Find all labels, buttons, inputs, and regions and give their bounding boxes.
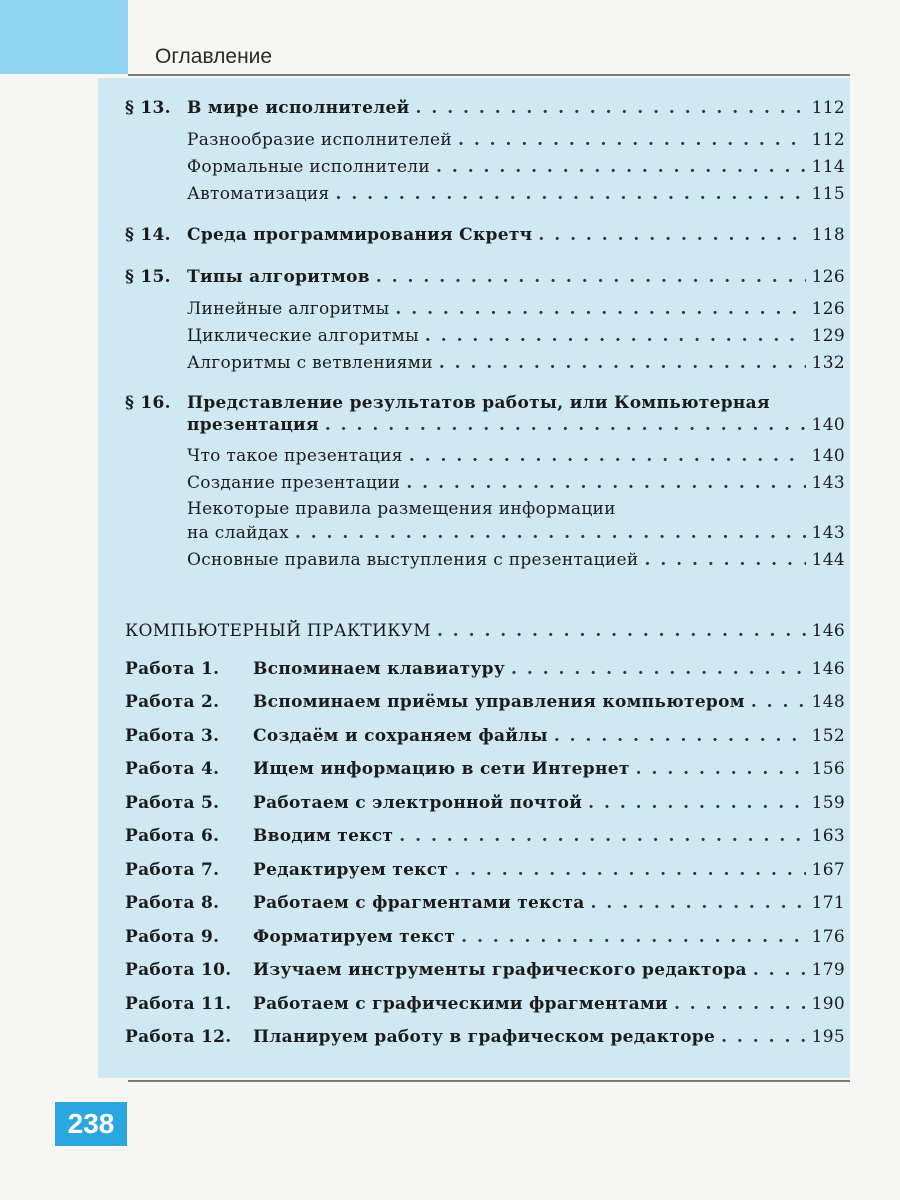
page-number-badge: 238	[55, 1102, 127, 1146]
page-ref: 146	[811, 659, 845, 679]
page-ref: 163	[811, 826, 845, 846]
subsection-title: Алгоритмы с ветвлениями	[187, 353, 433, 373]
leader-dots	[295, 523, 806, 543]
leader-dots	[436, 157, 806, 177]
subsection-title: Формальные исполнители	[187, 157, 431, 177]
page-ref: 129	[811, 326, 845, 346]
section-number: § 14.	[125, 225, 171, 245]
subsection-title: Что такое презентация	[187, 446, 403, 466]
leader-dots	[753, 960, 806, 980]
work-title: Редактируем текст	[253, 860, 449, 880]
toc-work[interactable]	[125, 960, 845, 980]
subsection-title: Циклические алгоритмы	[187, 326, 419, 346]
section-number: § 13.	[125, 98, 171, 118]
leader-dots	[644, 550, 805, 570]
page-ref: 176	[811, 927, 845, 947]
leader-dots	[461, 927, 805, 947]
page-ref: 156	[811, 759, 845, 779]
page-ref: 146	[811, 621, 845, 641]
leader-dots	[335, 184, 805, 204]
leader-dots	[376, 267, 806, 287]
toc-work[interactable]	[125, 994, 845, 1014]
work-number: Работа 12.	[125, 1027, 232, 1047]
page-ref: 115	[811, 184, 845, 204]
page-ref: 143	[811, 473, 845, 493]
leader-dots	[591, 893, 806, 913]
subsection-title: Основные правила выступления с презентацией	[187, 550, 639, 570]
page-ref: 112	[811, 98, 845, 118]
subsection-title-line2: на слайдах	[187, 523, 289, 543]
toc-work[interactable]	[125, 692, 845, 712]
work-number: Работа 6.	[125, 826, 220, 846]
work-title: Вводим текст	[253, 826, 394, 846]
work-number: Работа 9.	[125, 927, 220, 947]
toc-work[interactable]	[125, 860, 845, 880]
work-number: Работа 10.	[125, 960, 232, 980]
practicum-title: КОМПЬЮТЕРНЫЙ ПРАКТИКУМ	[125, 621, 431, 641]
work-title: Планируем работу в графическом редакторе	[253, 1027, 716, 1047]
leader-dots	[588, 793, 805, 813]
toc-section-16-line2[interactable]	[187, 415, 845, 435]
leader-dots	[395, 299, 805, 319]
page-ref: 143	[811, 523, 845, 543]
leader-dots	[409, 446, 806, 466]
work-title: Работаем с графическими фрагментами	[253, 994, 668, 1014]
page-ref: 171	[811, 893, 845, 913]
leader-dots	[751, 692, 806, 712]
header-color-block	[0, 0, 128, 74]
work-title: Изучаем инструменты графического редактора	[253, 960, 747, 980]
page-ref: 152	[811, 726, 845, 746]
work-number: Работа 4.	[125, 759, 220, 779]
subsection-title: Линейные алгоритмы	[187, 299, 390, 319]
toc-work[interactable]	[125, 1027, 845, 1047]
leader-dots	[454, 860, 805, 880]
toc-section-16-line1[interactable]	[125, 393, 770, 413]
leader-dots	[554, 726, 806, 746]
toc-subsection[interactable]	[187, 326, 845, 346]
toc-section-15[interactable]	[125, 267, 845, 287]
page-ref: 126	[811, 267, 845, 287]
page-ref: 112	[811, 130, 845, 150]
toc-work[interactable]	[125, 759, 845, 779]
section-title-line2: презентация	[187, 415, 319, 435]
work-number: Работа 1.	[125, 659, 220, 679]
toc-work[interactable]	[125, 826, 845, 846]
leader-dots	[416, 98, 806, 118]
section-title: В мире исполнителей	[187, 98, 410, 118]
leader-dots	[425, 326, 806, 346]
toc-subsection[interactable]	[187, 353, 845, 373]
page-ref: 114	[811, 157, 845, 177]
work-number: Работа 5.	[125, 793, 220, 813]
page-ref: 179	[811, 960, 845, 980]
leader-dots	[439, 353, 806, 373]
work-number: Работа 2.	[125, 692, 220, 712]
page-ref: 132	[811, 353, 845, 373]
subsection-title: Создание презентации	[187, 473, 401, 493]
page-ref: 167	[811, 860, 845, 880]
toc-work[interactable]	[125, 659, 845, 679]
work-title: Форматируем текст	[253, 927, 456, 947]
toc-section-14[interactable]	[125, 225, 845, 245]
page-ref: 118	[811, 225, 845, 245]
leader-dots	[437, 621, 806, 641]
leader-dots	[511, 659, 806, 679]
toc-work[interactable]	[125, 726, 845, 746]
work-number: Работа 7.	[125, 860, 220, 880]
leader-dots	[406, 473, 805, 493]
work-title: Создаём и сохраняем файлы	[253, 726, 548, 746]
work-title: Вспоминаем приёмы управления компьютером	[253, 692, 745, 712]
leader-dots	[538, 225, 805, 245]
toc-subsection[interactable]	[187, 184, 845, 204]
section-title: Типы алгоритмов	[187, 267, 370, 287]
section-number: § 16.	[125, 393, 171, 413]
toc-work[interactable]	[125, 793, 845, 813]
page-ref: 140	[811, 415, 845, 435]
leader-dots	[636, 759, 806, 779]
toc-subsection[interactable]	[187, 473, 845, 493]
section-number: § 15.	[125, 267, 171, 287]
page-ref: 159	[811, 793, 845, 813]
toc-subsection[interactable]	[187, 550, 845, 570]
toc-subsection[interactable]	[187, 299, 845, 319]
work-title: Работаем с электронной почтой	[253, 793, 583, 813]
header-rule	[128, 74, 850, 76]
work-title: Вспоминаем клавиатуру	[253, 659, 506, 679]
subsection-title: Автоматизация	[187, 184, 330, 204]
page-ref: 126	[811, 299, 845, 319]
page-ref: 140	[811, 446, 845, 466]
work-number: Работа 3.	[125, 726, 220, 746]
leader-dots	[325, 415, 806, 435]
toc-subsection[interactable]	[187, 446, 845, 466]
leader-dots	[399, 826, 805, 846]
section-title: Среда программирования Скретч	[187, 225, 533, 245]
section-title-line1: Представление результатов работы, или Компьютерная	[187, 393, 770, 413]
page-ref: 190	[811, 994, 845, 1014]
toc-subsection[interactable]	[187, 130, 845, 150]
page-ref: 144	[811, 550, 845, 570]
toc-work[interactable]	[125, 927, 845, 947]
leader-dots	[674, 994, 806, 1014]
work-number: Работа 8.	[125, 893, 220, 913]
work-number: Работа 11.	[125, 994, 232, 1014]
page-ref: 148	[811, 692, 845, 712]
toc-practicum-heading[interactable]	[125, 621, 845, 641]
footer-rule	[128, 1080, 850, 1082]
toc-section-13[interactable]	[125, 98, 845, 118]
work-title: Работаем с фрагментами текста	[253, 893, 585, 913]
leader-dots	[721, 1027, 806, 1047]
work-title: Ищем информацию в сети Интернет	[253, 759, 630, 779]
leader-dots	[458, 130, 806, 150]
toc-subsection[interactable]	[187, 157, 845, 177]
toc-subsection[interactable]	[187, 523, 845, 543]
page-ref: 195	[811, 1027, 845, 1047]
page-header-title: Оглавление	[155, 45, 273, 68]
toc-subsection-line1[interactable]: Некоторые правила размещения информации	[187, 499, 616, 519]
subsection-title: Разнообразие исполнителей	[187, 130, 452, 150]
toc-work[interactable]	[125, 893, 845, 913]
